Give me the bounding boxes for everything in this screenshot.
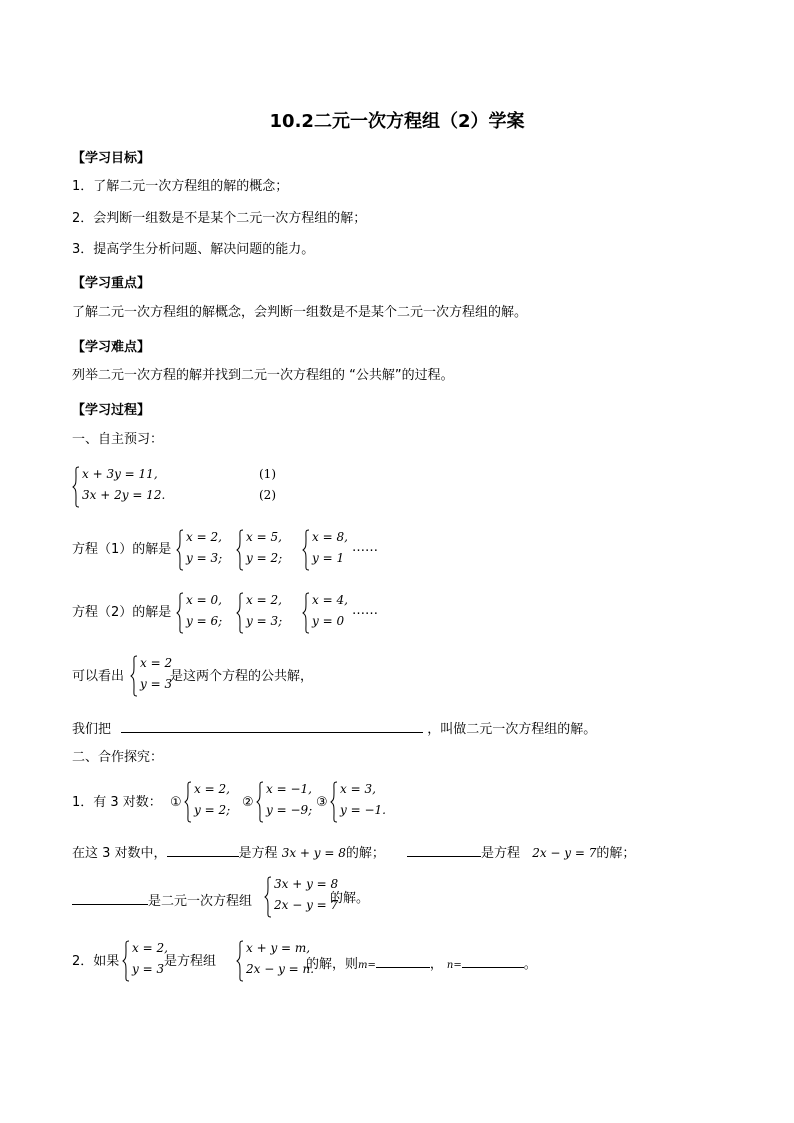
definition-suffix: ，叫做二元一次方程组的解。 [427,722,597,737]
ellipsis-2: …… [352,603,378,618]
solution-row: y = 6; [186,614,223,628]
solution-row: y = −1. [340,803,386,817]
solution-row: x = 2, [194,782,230,796]
solution-row: y = 2; [246,551,283,565]
left-brace-icon [176,529,184,571]
q1-mark-3: ③ [316,795,328,810]
goal-item-1: 1．了解二元一次方程组的解的概念； [72,179,289,194]
left-brace-icon [236,529,244,571]
solution-row: x = 2, [132,941,168,955]
key-heading: 【学习重点】 [72,276,151,291]
q1-blank-2[interactable] [407,842,481,857]
q1-mark-1: ① [170,795,182,810]
page-title: 10.2二元一次方程组（2）学案 [269,111,525,132]
solution-row: y = 0 [312,614,345,628]
q1-mark-2: ② [242,795,254,810]
left-brace-icon [330,781,338,823]
left-brace-icon [176,592,184,634]
solution-row: x = 2, [246,593,282,607]
q1-text: 是方程 [238,846,278,861]
left-brace-icon [130,655,138,697]
left-brace-icon [184,781,192,823]
solution-row: y = 1 [312,551,345,565]
q2-n-label: n= [446,960,462,971]
q1-text: 在这 3 对数中， [72,846,167,861]
q1-line-3 [72,890,252,911]
definition-blank[interactable] [121,718,423,733]
solution-row: 2x − y = 7 [274,898,339,912]
q1-equation-b: 2x − y = 7 [532,846,597,860]
solution-row: y = −9; [266,803,313,817]
solution-row: x = 8, [312,530,348,544]
q1-equation-a: 3x + y = 8 [281,846,346,860]
q1-prefix: 1．有 3 对数： [72,795,162,810]
equation-system [72,467,192,509]
definition-prefix: 我们把 [72,722,112,737]
difficulty-heading: 【学习难点】 [72,340,151,355]
q2-mid: 是方程组 [164,954,217,969]
left-brace-icon [236,592,244,634]
part1-heading: 一、自主预习： [72,432,164,447]
equation-1: x + 3y = 11, [82,467,158,481]
part2-heading: 二、合作探究： [72,750,164,765]
solution-row: x = 2, [186,530,222,544]
solution-row: y = 3; [186,551,223,565]
solution-row: y = 3 [132,962,165,976]
m-blank[interactable] [376,953,430,968]
equation-label-2: (2) [259,488,276,502]
solution-row: x = 5, [246,530,282,544]
solution-row: x = 0, [186,593,222,607]
solution-row: y = 3; [246,614,283,628]
ellipsis-1: …… [352,540,378,555]
q2-tail [306,953,537,975]
left-brace-icon [302,529,310,571]
left-brace-icon [72,466,80,508]
common-solution-prefix: 可以看出 [72,669,125,684]
left-brace-icon [302,592,310,634]
q1-blank-1[interactable] [167,842,239,857]
goal-item-3: 3．提高学生分析问题、解决问题的能力。 [72,242,315,257]
solution-row: 2x − y = n. [246,962,315,976]
solution-row: y = 3 [140,677,173,691]
q2-text: ， [429,957,443,972]
solutions-1-prefix: 方程（1）的解是 [72,542,172,557]
left-brace-icon [256,781,264,823]
solution-row: x = 2 [140,656,173,670]
left-brace-icon [264,876,272,918]
solution-row: x = 4, [312,593,348,607]
key-text: 了解二元一次方程组的解概念，会判断一组数是不是某个二元一次方程组的解。 [72,305,528,320]
equation-label-1: (1) [259,467,276,481]
q1-text: 的解； [345,846,385,861]
q1-text: 是方程 [481,846,521,861]
left-brace-icon [122,940,130,982]
solution-row: x = −1, [266,782,312,796]
difficulty-text: 列举二元一次方程的解并找到二元一次方程组的 “公共解”的过程。 [72,368,454,383]
q2-m-label: m= [358,960,376,971]
solution-row: y = 2; [194,803,231,817]
q1-text: 是二元一次方程组 [148,894,253,909]
goal-item-2: 2．会判断一组数是不是某个二元一次方程组的解； [72,211,367,226]
solution-row: 3x + y = 8 [274,877,339,891]
solutions-2-prefix: 方程（2）的解是 [72,605,172,620]
left-brace-icon [236,940,244,982]
q2-text: 。 [523,957,537,972]
n-blank[interactable] [462,953,524,968]
solution-row: x = 3, [340,782,376,796]
q1-line-2 [72,842,635,863]
goals-heading: 【学习目标】 [72,151,151,166]
equation-2: 3x + 2y = 12. [82,488,166,502]
q1-blank-3[interactable] [72,890,148,905]
q1-text: 的解； [596,846,636,861]
q1-line-3-suffix: 的解。 [330,891,370,906]
definition-line [72,718,596,739]
solution-row: x + y = m, [246,941,311,955]
common-solution-suffix: 是这两个方程的公共解， [170,669,314,684]
q2-text: 的解，则 [306,957,359,972]
process-heading: 【学习过程】 [72,403,151,418]
q2-prefix: 2．如果 [72,954,120,969]
